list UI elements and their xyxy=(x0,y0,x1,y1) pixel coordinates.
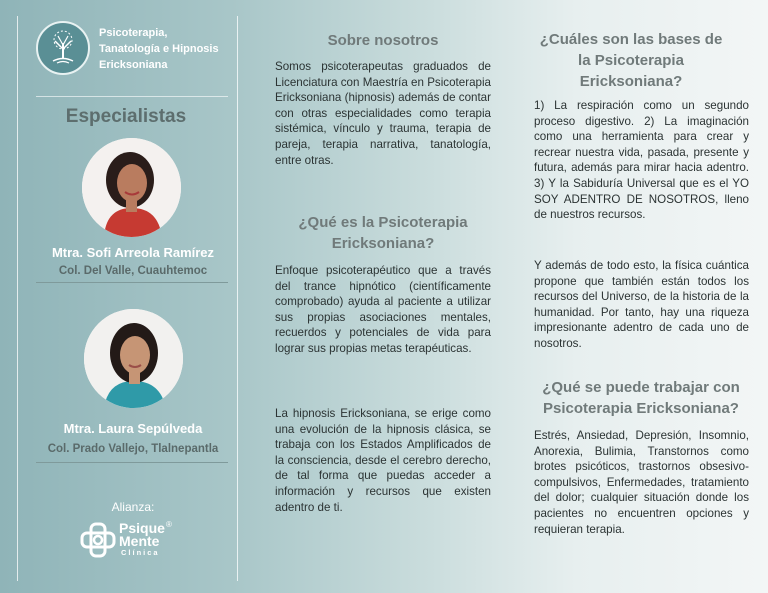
logo-divider xyxy=(36,96,228,97)
bases-title-line-2: la Psicoterapia xyxy=(578,52,684,69)
tree-icon xyxy=(38,23,88,73)
portrait-1-icon xyxy=(82,138,181,237)
partner-name-2: Mente xyxy=(119,533,160,549)
specialist-1-avatar xyxy=(82,138,181,237)
bases-title xyxy=(528,29,734,92)
brand-line-2: Tanatología e Hipnosis xyxy=(99,43,219,55)
bases-title-line-1: ¿Cuáles son las bases de xyxy=(539,31,723,48)
specialist-2-divider xyxy=(36,462,228,463)
specialist-2-avatar xyxy=(84,309,183,408)
bases-text-2: Y además de todo esto, la física cuántica propone que también están todos los recursos del Universo, de la historia de la humanidad. Por tanto, hay una riqueza impresionante adentro de cada uno de nosotros. xyxy=(534,259,749,350)
about-title: Sobre nosotros xyxy=(327,32,439,49)
work-text: Estrés, Ansiedad, Depresión, Insomnio, Anorexia, Bulimia, Transtornos como brotes psicóticos, trastornos obsesivo-compulsivos, Enfermedades, tratamiento del dolor; cualquier situación donde los pacientes no encuentren opciones y requieran terapia. xyxy=(534,429,749,536)
specialist-1-divider xyxy=(36,282,228,283)
about-text: Somos psicoterapeutas graduados de Licenciatura con Maestría en Psicoterapia Ericksoniana (hipnosis) además de contar con otras especialidades como terapia sistémica, vínculo y trauma, terapia de pareja, terapia narrativa, tanatología, entre otras. xyxy=(275,60,491,167)
work-title-line-2: Psicoterapia Ericksoniana? xyxy=(543,400,739,417)
what-title-line-2: Ericksoniana? xyxy=(331,235,435,252)
specialist-1-location: Col. Del Valle, Cuauhtemoc xyxy=(58,265,208,277)
what-text-2: La hipnosis Ericksoniana, se erige como una evolución de la hipnosis clásica, se trabaja con los Estados Amplificados de la consciencia, desde el cerebro derecho, de tal forma que puedas acceder a información y recursos que existen adentro de ti. xyxy=(275,407,491,514)
work-title xyxy=(528,377,754,419)
bases-title-line-3: Ericksoniana? xyxy=(579,73,683,90)
specialists-heading: Especialistas xyxy=(65,106,187,127)
brand-line-3: Ericksoniana xyxy=(99,59,168,71)
what-text-1: Enfoque psicoterapéutico que a través del trance hipnótico (científicamente comprobado) ayuda al paciente a utilizar sus propias asociaciones mentales, recuerdos y potenciales de vida para lograr sus propias metas terapéuticas. xyxy=(275,264,491,355)
portrait-2-icon xyxy=(84,309,183,408)
alliance-label: Alianza: xyxy=(111,500,155,514)
column-divider-line xyxy=(237,16,238,581)
work-title-line-1: ¿Qué se puede trabajar con xyxy=(542,379,740,396)
partner-name-3: Clínica xyxy=(121,548,160,557)
specialist-2-name: Mtra. Laura Sepúlveda xyxy=(63,421,203,436)
brand-logo-text xyxy=(99,25,219,73)
brand-line-1: Psicoterapia, xyxy=(99,27,168,39)
partner-reg-mark: ® xyxy=(166,520,172,529)
specialist-1-name: Mtra. Sofi Arreola Ramírez xyxy=(51,245,215,260)
what-title-line-1: ¿Qué es la Psicoterapia xyxy=(298,214,468,231)
tree-logo-icon xyxy=(36,21,90,75)
left-border-line xyxy=(17,16,18,581)
clinic-cross-icon xyxy=(80,522,116,558)
psique-mente-logo xyxy=(80,520,200,560)
partner-name-1: Psique xyxy=(119,520,165,536)
what-title xyxy=(270,212,496,254)
specialist-2-location: Col. Prado Vallejo, Tlalnepantla xyxy=(47,443,219,455)
bases-text-1: 1) La respiración como un segundo proceso digestivo. 2) La imaginación como una herramienta para crear y recrear nuestra vida, pasada, presente y futura, además para mirar hacia adentro. 3) Y la Sabiduría Universal que es el YO SOY ADENTRO DE NOSOTROS, lleno de nuestros recursos. xyxy=(534,99,749,222)
